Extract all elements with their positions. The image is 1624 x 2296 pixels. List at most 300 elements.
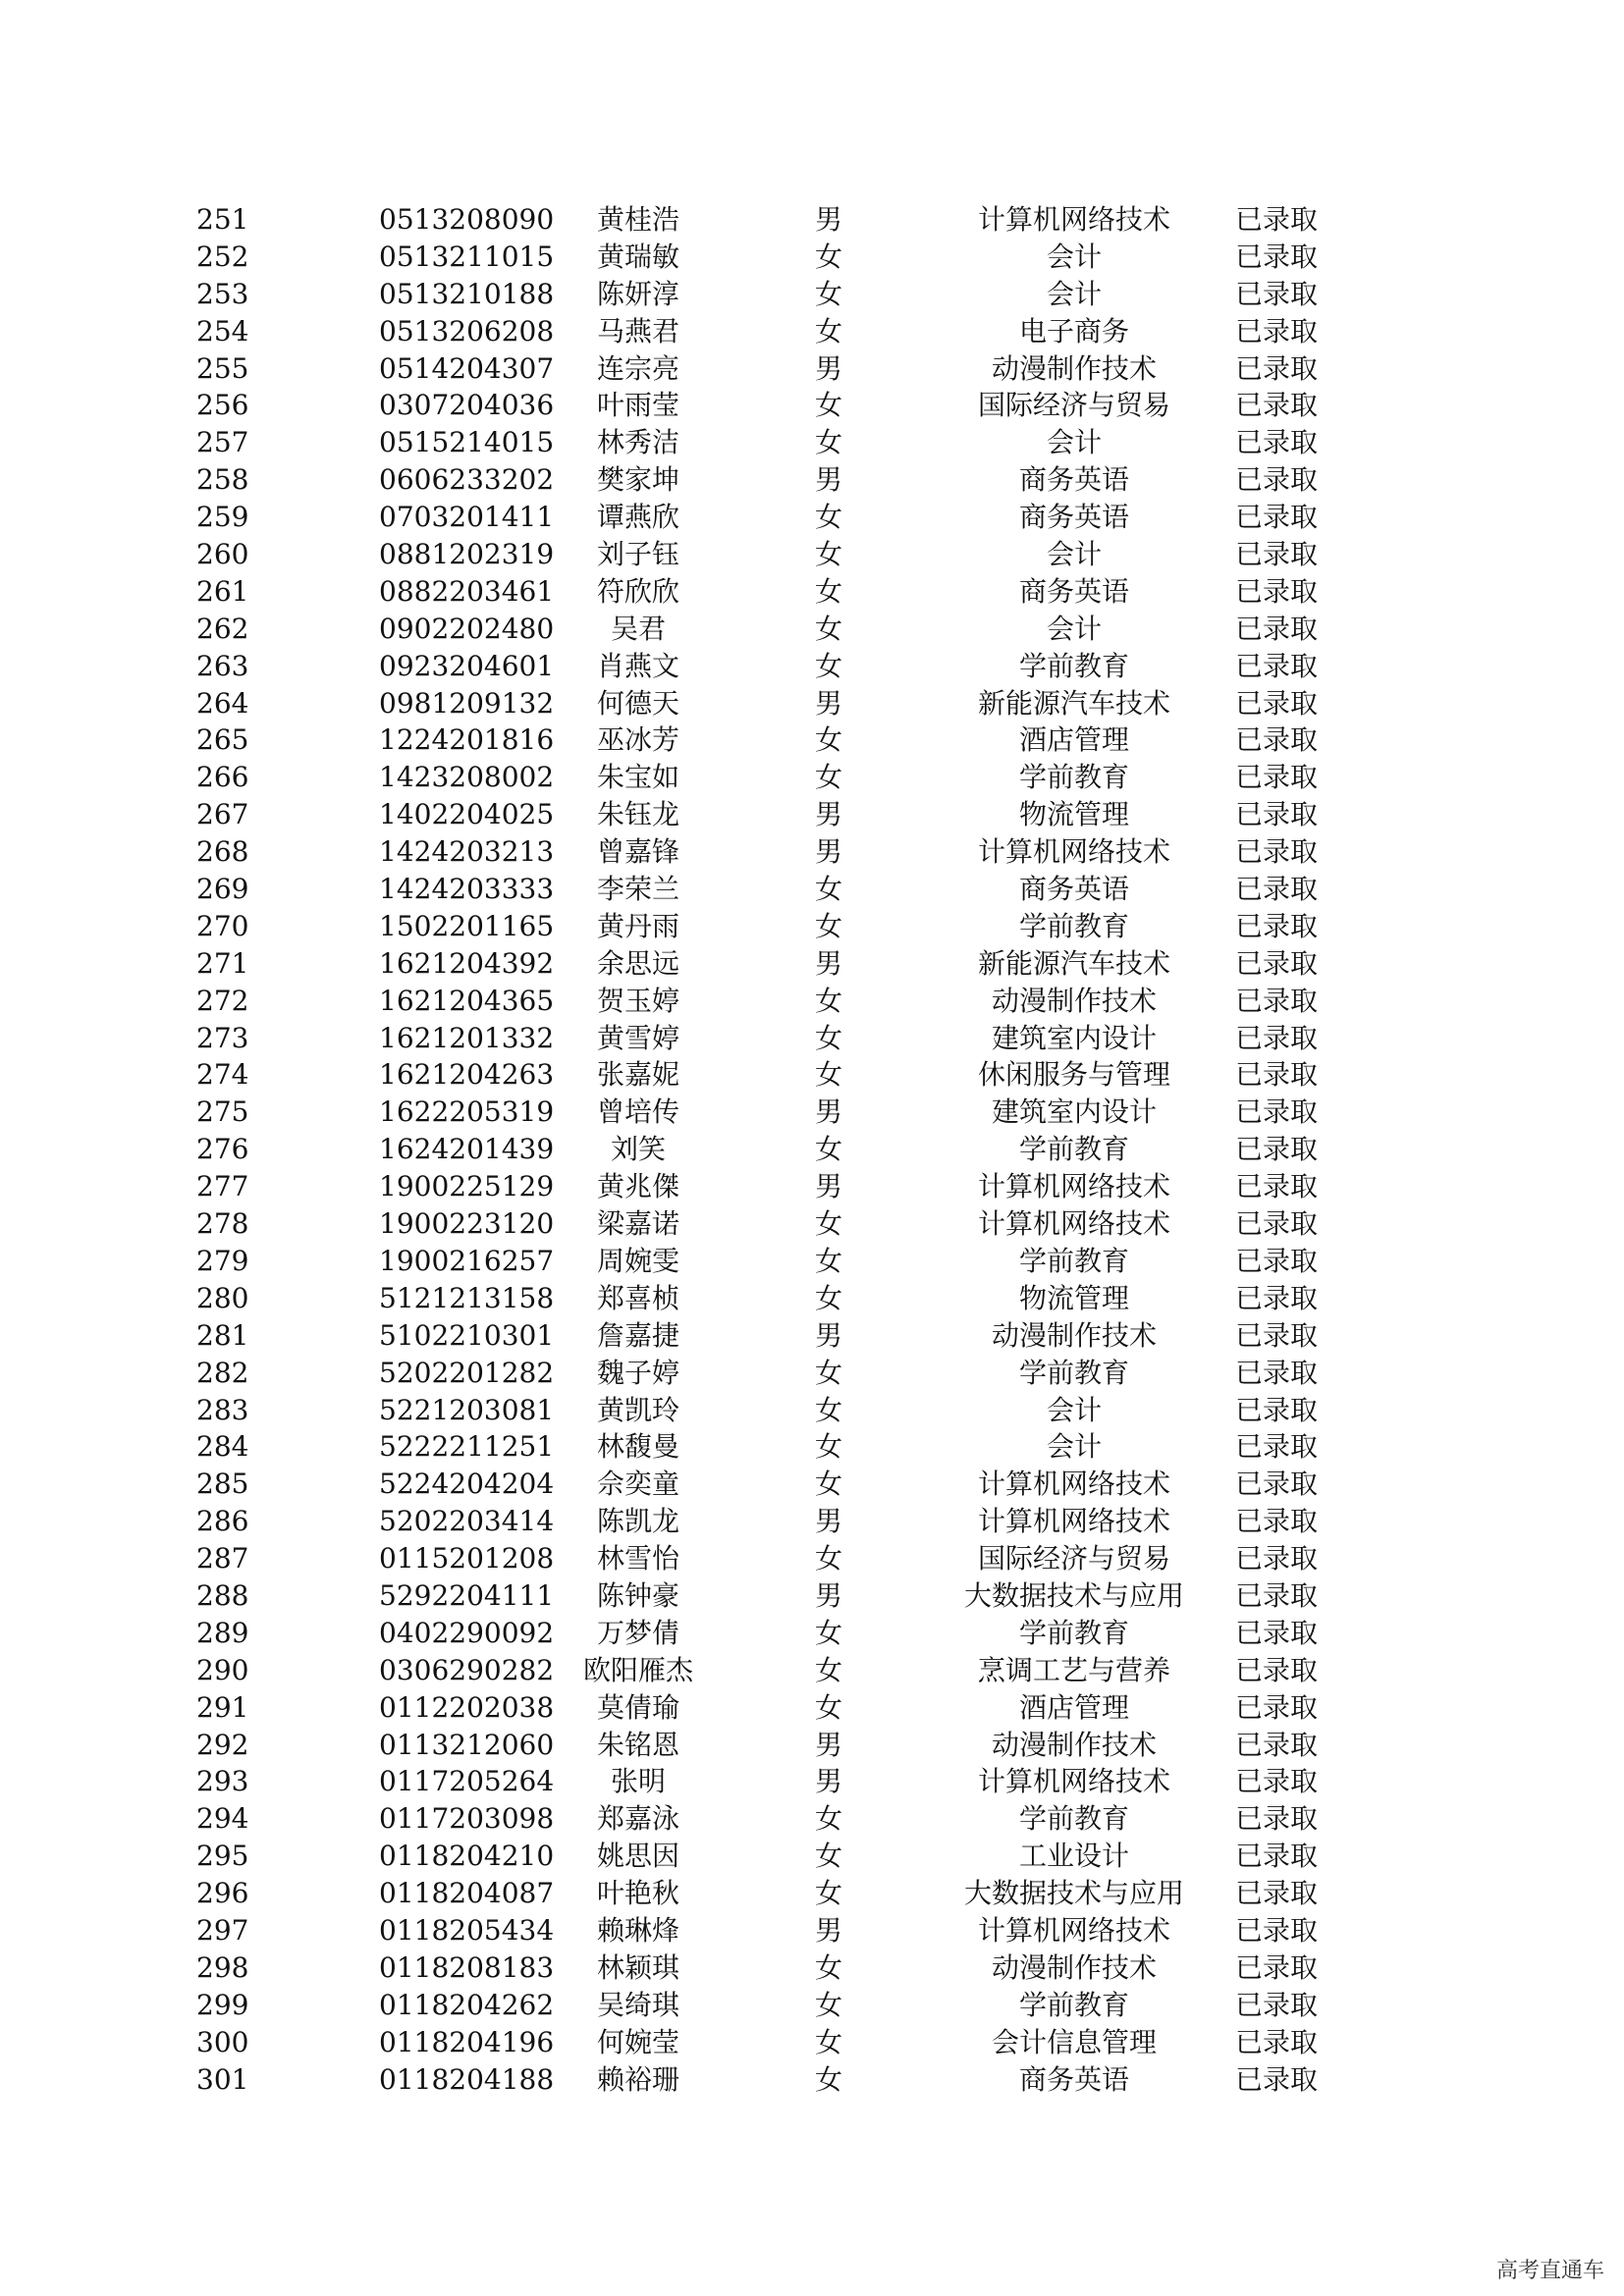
table-row: [147, 1577, 1424, 1615]
gender: 女: [814, 277, 842, 310]
row-number: 292: [196, 1728, 249, 1761]
student-name: 梁嘉诺: [596, 1207, 679, 1241]
table-row: [147, 387, 1424, 424]
candidate-id: 1900223120: [379, 1207, 555, 1241]
table-row: [147, 1094, 1424, 1131]
student-name: 巫冰芳: [596, 723, 679, 757]
row-number: 263: [196, 649, 249, 682]
table-row: [147, 1652, 1424, 1689]
table-row: [147, 424, 1424, 461]
student-name: 余思远: [596, 946, 679, 980]
candidate-id: 0514204307: [379, 351, 555, 385]
gender: 女: [814, 389, 842, 422]
candidate-id: 0306290282: [379, 1653, 555, 1686]
admission-status: 已录取: [1234, 1802, 1318, 1836]
major: 学前教育: [1018, 1356, 1129, 1389]
admission-status: 已录取: [1234, 463, 1318, 497]
gender: 女: [814, 2062, 842, 2096]
gender: 女: [814, 1468, 842, 1501]
row-number: 267: [196, 798, 249, 831]
gender: 女: [814, 2025, 842, 2058]
row-number: 284: [196, 1430, 249, 1464]
major: 学前教育: [1018, 1988, 1129, 2021]
row-number: 286: [196, 1505, 249, 1538]
major: 大数据技术与应用: [963, 1877, 1184, 1910]
admission-status: 已录取: [1234, 761, 1318, 794]
candidate-id: 1900216257: [379, 1244, 555, 1277]
admission-status: 已录取: [1234, 1207, 1318, 1241]
table-row: [147, 1392, 1424, 1429]
row-number: 256: [196, 389, 249, 422]
gender: 男: [814, 835, 842, 869]
table-row: [147, 1280, 1424, 1317]
student-name: 张嘉妮: [596, 1058, 679, 1092]
major: 会计信息管理: [991, 2025, 1157, 2058]
row-number: 264: [196, 686, 249, 720]
gender: 男: [814, 351, 842, 385]
major: 会计: [1046, 1393, 1102, 1426]
major: 会计: [1046, 612, 1102, 645]
candidate-id: 1621204263: [379, 1058, 555, 1092]
gender: 男: [814, 1578, 842, 1612]
student-name: 郑嘉泳: [596, 1802, 679, 1836]
admission-status: 已录取: [1234, 1877, 1318, 1910]
table-row: [147, 1466, 1424, 1503]
student-name: 何德天: [596, 686, 679, 720]
row-number: 276: [196, 1133, 249, 1166]
admission-status: 已录取: [1234, 612, 1318, 645]
admission-status: 已录取: [1234, 1021, 1318, 1054]
student-name: 黄瑞敏: [596, 240, 679, 273]
admission-status: 已录取: [1234, 240, 1318, 273]
admission-table: [147, 201, 1424, 2098]
candidate-id: 0513211015: [379, 240, 555, 273]
student-name: 黄凯玲: [596, 1393, 679, 1426]
major: 计算机网络技术: [977, 835, 1170, 869]
table-row: [147, 1168, 1424, 1205]
row-number: 281: [196, 1318, 249, 1352]
major: 动漫制作技术: [991, 984, 1157, 1017]
admission-status: 已录取: [1234, 1393, 1318, 1426]
row-number: 273: [196, 1021, 249, 1054]
row-number: 296: [196, 1877, 249, 1910]
student-name: 魏子婷: [596, 1356, 679, 1389]
gender: 男: [814, 798, 842, 831]
admission-status: 已录取: [1234, 351, 1318, 385]
table-row: [147, 1540, 1424, 1577]
admission-status: 已录取: [1234, 1318, 1318, 1352]
student-name: 黄丹雨: [596, 909, 679, 942]
student-name: 朱铭恩: [596, 1728, 679, 1761]
row-number: 290: [196, 1653, 249, 1686]
student-name: 符欣欣: [596, 574, 679, 608]
admission-status: 已录取: [1234, 426, 1318, 459]
candidate-id: 1502201165: [379, 909, 555, 942]
major: 动漫制作技术: [991, 1318, 1157, 1352]
table-row: [147, 871, 1424, 908]
admission-status: 已录取: [1234, 1690, 1318, 1724]
gender: 女: [814, 538, 842, 571]
candidate-id: 0606233202: [379, 463, 555, 497]
candidate-id: 0513206208: [379, 314, 555, 347]
candidate-id: 0882203461: [379, 574, 555, 608]
major: 学前教育: [1018, 909, 1129, 942]
table-row: [147, 1131, 1424, 1168]
row-number: 268: [196, 835, 249, 869]
admission-status: 已录取: [1234, 1095, 1318, 1129]
table-row: [147, 1428, 1424, 1466]
admission-status: 已录取: [1234, 574, 1318, 608]
gender: 女: [814, 723, 842, 757]
major: 酒店管理: [1018, 723, 1129, 757]
candidate-id: 0115201208: [379, 1542, 555, 1575]
table-row: [147, 201, 1424, 239]
table-row: [147, 611, 1424, 648]
table-row: [147, 2061, 1424, 2099]
gender: 女: [814, 1542, 842, 1575]
gender: 女: [814, 1207, 842, 1241]
major: 动漫制作技术: [991, 1728, 1157, 1761]
candidate-id: 0513208090: [379, 203, 555, 236]
admission-status: 已录取: [1234, 1840, 1318, 1873]
row-number: 295: [196, 1840, 249, 1873]
admission-status: 已录取: [1234, 538, 1318, 571]
student-name: 黄桂浩: [596, 203, 679, 236]
major: 会计: [1046, 538, 1102, 571]
table-row: [147, 1912, 1424, 1949]
candidate-id: 0307204036: [379, 389, 555, 422]
table-row: [147, 908, 1424, 945]
major: 学前教育: [1018, 1244, 1129, 1277]
admission-status: 已录取: [1234, 1653, 1318, 1686]
major: 商务英语: [1018, 574, 1129, 608]
student-name: 林馥曼: [596, 1430, 679, 1464]
major: 会计: [1046, 426, 1102, 459]
major: 新能源汽车技术: [977, 686, 1170, 720]
candidate-id: 0513210188: [379, 277, 555, 310]
major: 建筑室内设计: [991, 1095, 1157, 1129]
major: 学前教育: [1018, 761, 1129, 794]
major: 物流管理: [1018, 798, 1129, 831]
gender: 女: [814, 1281, 842, 1314]
candidate-id: 0402290092: [379, 1616, 555, 1649]
table-row: [147, 1689, 1424, 1727]
admission-status: 已录取: [1234, 873, 1318, 906]
row-number: 251: [196, 203, 249, 236]
student-name: 谭燕欣: [596, 501, 679, 534]
row-number: 301: [196, 2062, 249, 2096]
candidate-id: 0703201411: [379, 501, 555, 534]
student-name: 朱钰龙: [596, 798, 679, 831]
candidate-id: 0118208183: [379, 1950, 555, 1984]
admission-status: 已录取: [1234, 835, 1318, 869]
gender: 女: [814, 1690, 842, 1724]
gender: 男: [814, 203, 842, 236]
student-name: 林雪怡: [596, 1542, 679, 1575]
row-number: 265: [196, 723, 249, 757]
student-name: 吴君: [610, 612, 666, 645]
major: 酒店管理: [1018, 1690, 1129, 1724]
row-number: 257: [196, 426, 249, 459]
gender: 女: [814, 240, 842, 273]
student-name: 林颖琪: [596, 1950, 679, 1984]
admission-status: 已录取: [1234, 2025, 1318, 2058]
student-name: 吴绮琪: [596, 1988, 679, 2021]
row-number: 300: [196, 2025, 249, 2058]
candidate-id: 0118204210: [379, 1840, 555, 1873]
row-number: 280: [196, 1281, 249, 1314]
major: 建筑室内设计: [991, 1021, 1157, 1054]
gender: 女: [814, 1877, 842, 1910]
table-row: [147, 350, 1424, 388]
gender: 女: [814, 1133, 842, 1166]
row-number: 266: [196, 761, 249, 794]
admission-status: 已录取: [1234, 1950, 1318, 1984]
student-name: 赖裕珊: [596, 2062, 679, 2096]
candidate-id: 1621204365: [379, 984, 555, 1017]
major: 计算机网络技术: [977, 1207, 1170, 1241]
candidate-id: 0515214015: [379, 426, 555, 459]
table-row: [147, 1615, 1424, 1652]
major: 学前教育: [1018, 1802, 1129, 1836]
student-name: 佘奕童: [596, 1468, 679, 1501]
major: 计算机网络技术: [977, 1170, 1170, 1203]
table-row: [147, 276, 1424, 313]
gender: 男: [814, 463, 842, 497]
major: 动漫制作技术: [991, 1950, 1157, 1984]
gender: 男: [814, 1170, 842, 1203]
admission-status: 已录取: [1234, 1765, 1318, 1798]
gender: 女: [814, 1988, 842, 2021]
row-number: 274: [196, 1058, 249, 1092]
row-number: 297: [196, 1913, 249, 1947]
student-name: 陈妍淳: [596, 277, 679, 310]
table-row: [147, 648, 1424, 685]
gender: 男: [814, 1095, 842, 1129]
major: 会计: [1046, 240, 1102, 273]
candidate-id: 0118204262: [379, 1988, 555, 2021]
row-number: 269: [196, 873, 249, 906]
table-row: [147, 1317, 1424, 1355]
candidate-id: 1900225129: [379, 1170, 555, 1203]
gender: 女: [814, 761, 842, 794]
table-row: [147, 796, 1424, 833]
admission-status: 已录取: [1234, 723, 1318, 757]
table-row: [147, 759, 1424, 796]
row-number: 283: [196, 1393, 249, 1426]
gender: 女: [814, 1393, 842, 1426]
candidate-id: 0112202038: [379, 1690, 555, 1724]
gender: 女: [814, 574, 842, 608]
gender: 女: [814, 1430, 842, 1464]
table-row: [147, 1355, 1424, 1392]
student-name: 林秀洁: [596, 426, 679, 459]
student-name: 莫倩瑜: [596, 1690, 679, 1724]
row-number: 259: [196, 501, 249, 534]
student-name: 张明: [610, 1765, 666, 1798]
major: 休闲服务与管理: [977, 1058, 1170, 1092]
student-name: 曾嘉锋: [596, 835, 679, 869]
row-number: 285: [196, 1468, 249, 1501]
student-name: 贺玉婷: [596, 984, 679, 1017]
row-number: 275: [196, 1095, 249, 1129]
student-name: 何婉莹: [596, 2025, 679, 2058]
admission-status: 已录取: [1234, 909, 1318, 942]
candidate-id: 0117205264: [379, 1765, 555, 1798]
table-row: [147, 1020, 1424, 1057]
admission-status: 已录取: [1234, 1542, 1318, 1575]
gender: 女: [814, 1840, 842, 1873]
candidate-id: 1424203333: [379, 873, 555, 906]
gender: 男: [814, 1765, 842, 1798]
student-name: 郑喜桢: [596, 1281, 679, 1314]
row-number: 291: [196, 1690, 249, 1724]
table-row: [147, 1949, 1424, 1987]
row-number: 271: [196, 946, 249, 980]
admission-status: 已录取: [1234, 277, 1318, 310]
major: 大数据技术与应用: [963, 1578, 1184, 1612]
row-number: 252: [196, 240, 249, 273]
candidate-id: 0118204188: [379, 2062, 555, 2096]
candidate-id: 0118205434: [379, 1913, 555, 1947]
row-number: 272: [196, 984, 249, 1017]
student-name: 曾培传: [596, 1095, 679, 1129]
row-number: 288: [196, 1578, 249, 1612]
candidate-id: 5224204204: [379, 1468, 555, 1501]
major: 商务英语: [1018, 501, 1129, 534]
row-number: 253: [196, 277, 249, 310]
table-row: [147, 1987, 1424, 2024]
student-name: 刘笑: [610, 1133, 666, 1166]
admission-status: 已录取: [1234, 1281, 1318, 1314]
row-number: 293: [196, 1765, 249, 1798]
gender: 女: [814, 1653, 842, 1686]
gender: 男: [814, 1505, 842, 1538]
row-number: 294: [196, 1802, 249, 1836]
admission-status: 已录取: [1234, 1988, 1318, 2021]
student-name: 欧阳雁杰: [582, 1653, 693, 1686]
gender: 女: [814, 873, 842, 906]
gender: 女: [814, 1021, 842, 1054]
student-name: 肖燕文: [596, 649, 679, 682]
student-name: 赖琳烽: [596, 1913, 679, 1947]
gender: 男: [814, 1318, 842, 1352]
student-name: 马燕君: [596, 314, 679, 347]
student-name: 姚思因: [596, 1840, 679, 1873]
candidate-id: 1624201439: [379, 1133, 555, 1166]
candidate-id: 5202201282: [379, 1356, 555, 1389]
gender: 女: [814, 1356, 842, 1389]
candidate-id: 0117203098: [379, 1802, 555, 1836]
candidate-id: 5202203414: [379, 1505, 555, 1538]
table-row: [147, 499, 1424, 536]
student-name: 叶雨莹: [596, 389, 679, 422]
candidate-id: 5292204111: [379, 1578, 555, 1612]
table-row: [147, 1727, 1424, 1764]
row-number: 261: [196, 574, 249, 608]
row-number: 298: [196, 1950, 249, 1984]
gender: 女: [814, 984, 842, 1017]
admission-status: 已录取: [1234, 1728, 1318, 1761]
admission-status: 已录取: [1234, 1356, 1318, 1389]
admission-status: 已录取: [1234, 649, 1318, 682]
gender: 女: [814, 1950, 842, 1984]
admission-status: 已录取: [1234, 798, 1318, 831]
row-number: 270: [196, 909, 249, 942]
admission-status: 已录取: [1234, 946, 1318, 980]
student-name: 连宗亮: [596, 351, 679, 385]
admission-status: 已录取: [1234, 389, 1318, 422]
row-number: 258: [196, 463, 249, 497]
admission-status: 已录取: [1234, 2062, 1318, 2096]
table-row: [147, 685, 1424, 722]
major: 工业设计: [1018, 1840, 1129, 1873]
admission-status: 已录取: [1234, 1913, 1318, 1947]
candidate-id: 1622205319: [379, 1095, 555, 1129]
major: 学前教育: [1018, 1616, 1129, 1649]
student-name: 陈钟豪: [596, 1578, 679, 1612]
candidate-id: 1621204392: [379, 946, 555, 980]
major: 学前教育: [1018, 1133, 1129, 1166]
admission-status: 已录取: [1234, 1468, 1318, 1501]
major: 计算机网络技术: [977, 203, 1170, 236]
student-name: 刘子钰: [596, 538, 679, 571]
admission-status: 已录取: [1234, 984, 1318, 1017]
major: 物流管理: [1018, 1281, 1129, 1314]
candidate-id: 0113212060: [379, 1728, 555, 1761]
candidate-id: 0881202319: [379, 538, 555, 571]
row-number: 287: [196, 1542, 249, 1575]
table-row: [147, 2024, 1424, 2061]
gender: 男: [814, 946, 842, 980]
table-row: [147, 313, 1424, 350]
candidate-id: 1224201816: [379, 723, 555, 757]
major: 学前教育: [1018, 649, 1129, 682]
gender: 女: [814, 1058, 842, 1092]
watermark: 高考直通车: [1492, 2252, 1608, 2286]
admission-status: 已录取: [1234, 1578, 1318, 1612]
candidate-id: 1402204025: [379, 798, 555, 831]
table-row: [147, 721, 1424, 759]
student-name: 万梦倩: [596, 1616, 679, 1649]
admission-status: 已录取: [1234, 686, 1318, 720]
row-number: 260: [196, 538, 249, 571]
gender: 女: [814, 501, 842, 534]
table-row: [147, 1056, 1424, 1094]
row-number: 262: [196, 612, 249, 645]
table-row: [147, 1243, 1424, 1280]
major: 计算机网络技术: [977, 1505, 1170, 1538]
table-row: [147, 1205, 1424, 1243]
table-row: [147, 461, 1424, 499]
row-number: 255: [196, 351, 249, 385]
admission-status: 已录取: [1234, 203, 1318, 236]
admission-status: 已录取: [1234, 1430, 1318, 1464]
table-row: [147, 1800, 1424, 1838]
admission-status: 已录取: [1234, 1616, 1318, 1649]
candidate-id: 1424203213: [379, 835, 555, 869]
gender: 女: [814, 649, 842, 682]
student-name: 陈凯龙: [596, 1505, 679, 1538]
major: 会计: [1046, 277, 1102, 310]
major: 新能源汽车技术: [977, 946, 1170, 980]
major: 国际经济与贸易: [977, 389, 1170, 422]
candidate-id: 1621201332: [379, 1021, 555, 1054]
gender: 女: [814, 314, 842, 347]
table-row: [147, 536, 1424, 573]
major: 商务英语: [1018, 873, 1129, 906]
student-name: 樊家坤: [596, 463, 679, 497]
